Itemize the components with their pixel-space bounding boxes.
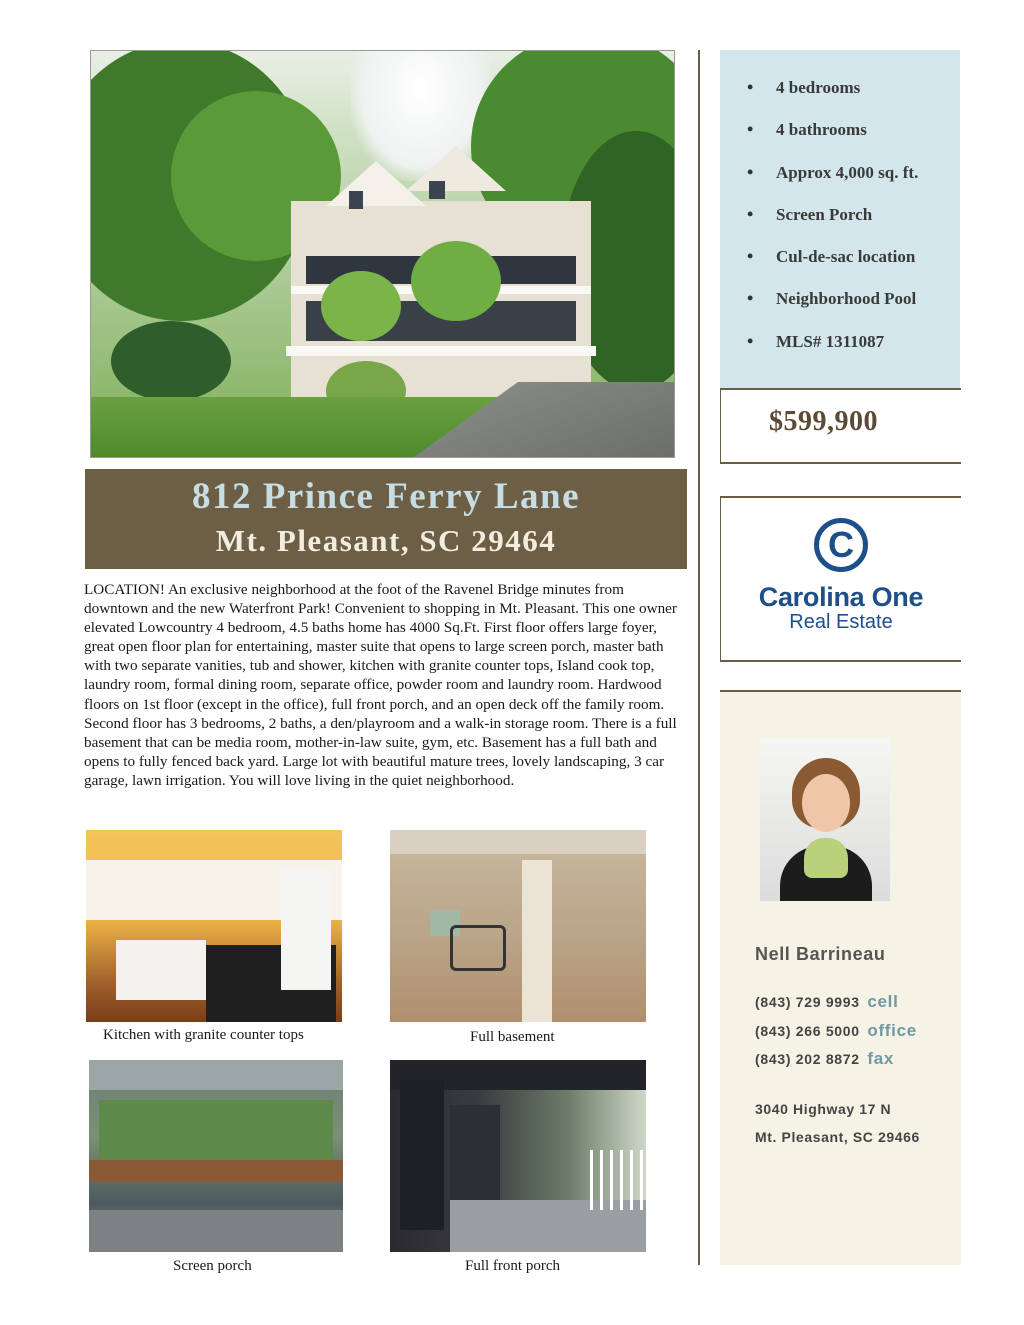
feature-item: • 4 bedrooms: [720, 78, 960, 120]
address-banner: [85, 469, 687, 569]
brokerage-logo: [720, 496, 961, 662]
phone-kind: office: [867, 1021, 917, 1040]
logo-name: Carolina One: [758, 582, 924, 612]
agent-photo: [760, 738, 890, 901]
front-porch-caption: Full front porch: [465, 1258, 560, 1274]
kitchen-caption: Kitchen with granite counter tops: [103, 1027, 304, 1043]
feature-item: • Cul-de-sac location: [720, 247, 960, 289]
feature-item: • MLS# 1311087: [720, 332, 960, 374]
agent-panel: [720, 690, 961, 1265]
front-porch-photo: [390, 1060, 646, 1252]
phone-kind: cell: [867, 992, 899, 1011]
feature-item: • Screen Porch: [720, 205, 960, 247]
street-address: 812 Prince Ferry Lane: [191, 476, 581, 517]
city-state-zip: Mt. Pleasant, SC 29464: [215, 523, 557, 558]
phone-cell: [755, 992, 899, 1012]
phone-number: (843) 202 8872: [755, 1051, 860, 1067]
feature-item: • 4 bathrooms: [720, 120, 960, 162]
feature-item: • Neighborhood Pool: [720, 289, 960, 331]
features-panel: [720, 50, 960, 388]
phone-fax: [755, 1049, 894, 1069]
features-list: [720, 50, 960, 374]
property-description: LOCATION! An exclusive neighborhood at the foot of the Ravenel Bridge minutes from downtown and the new Waterfront Park! Convenient to shopping in Mt. Pleasant. This one owner elevated Lowcountry 4 bedroom, 4.5 baths home has 4000 Sq.Ft. First floor offers large foyer, great open floor plan for entertaining, master suite that opens to large screen porch, master bath with two separate vanities, tub and shower, kitchen with granite counter tops, Island cook top, laundry room, formal dining room, separate office, powder room and laundry room. Hardwood floors on 1st floor (except in the office), full front porch, and an open deck off the family room. Second floor has 3 bedrooms, 2 baths, a den/playroom and a walk-in storage room. There is a full basement that can be media room, mother-in-law suite, gym, etc. Basement has a full bath and opens to fully fenced back yard. Large lot with beautiful mature trees, lovely landscaping, 3 car garage, lawn irrigation. You will love living in the quiet neighborhood.: [84, 581, 677, 789]
house-photo: [90, 50, 675, 458]
kitchen-photo: [86, 830, 342, 1022]
agent-address-line2: Mt. Pleasant, SC 29466: [755, 1129, 920, 1145]
logo-mark: C: [828, 524, 854, 565]
agent-address-line1: 3040 Highway 17 N: [755, 1101, 892, 1117]
basement-caption: Full basement: [470, 1029, 555, 1045]
phone-office: [755, 1021, 917, 1041]
phone-number: (843) 729 9993: [755, 994, 860, 1010]
price: $599,900: [769, 406, 878, 437]
screen-porch-caption: Screen porch: [173, 1258, 252, 1274]
screen-porch-photo: [89, 1060, 343, 1252]
agent-name: Nell Barrineau: [755, 944, 886, 964]
copyright-c-icon: [814, 518, 868, 572]
phone-number: (843) 266 5000: [755, 1023, 860, 1039]
feature-item: • Approx 4,000 sq. ft.: [720, 163, 960, 205]
logo-subtitle: Real Estate: [789, 611, 893, 633]
basement-photo: [390, 830, 646, 1022]
column-divider: [698, 50, 700, 1265]
price-box: [720, 388, 961, 464]
phone-kind: fax: [867, 1049, 895, 1068]
